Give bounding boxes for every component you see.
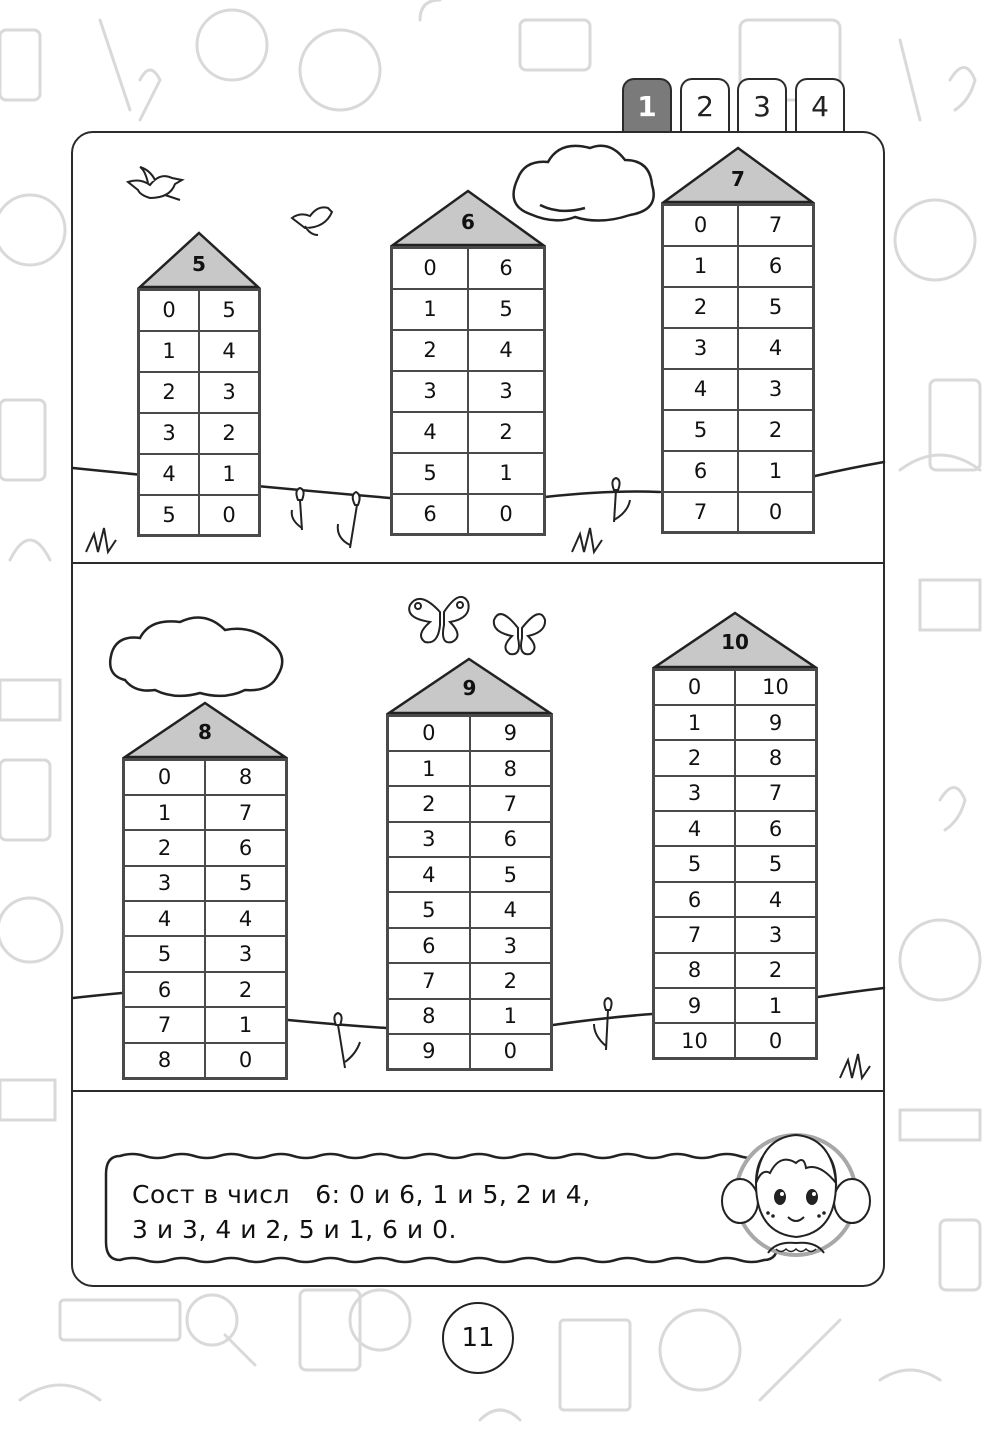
left-part-cell: 4 xyxy=(388,857,470,892)
right-part-cell: 2 xyxy=(735,953,817,988)
table-row xyxy=(388,822,552,857)
house-number: 5 xyxy=(192,252,206,276)
table-row xyxy=(392,412,545,453)
table-row xyxy=(388,786,552,821)
right-part-cell: 0 xyxy=(468,494,545,535)
house-number: 7 xyxy=(731,167,745,191)
table-row xyxy=(663,205,814,246)
left-part-cell: 2 xyxy=(663,287,739,328)
table-row xyxy=(663,492,814,533)
table-row xyxy=(654,917,817,952)
butterfly-icon xyxy=(409,597,468,643)
composition-table xyxy=(661,203,815,534)
left-part-cell: 9 xyxy=(388,1034,470,1069)
left-part-cell: 1 xyxy=(654,705,736,740)
tab-1[interactable]: 1 xyxy=(622,78,672,132)
right-part-cell: 7 xyxy=(205,795,287,830)
left-part-cell: 3 xyxy=(654,776,736,811)
right-part-cell: 0 xyxy=(738,492,814,533)
table-row xyxy=(388,928,552,963)
house-roof xyxy=(386,656,553,714)
table-row xyxy=(654,882,817,917)
right-part-cell: 6 xyxy=(738,246,814,287)
right-part-cell: 1 xyxy=(738,451,814,492)
left-part-cell: 7 xyxy=(388,963,470,998)
left-part-cell: 0 xyxy=(654,670,736,705)
table-row xyxy=(654,740,817,775)
left-part-cell: 1 xyxy=(392,289,469,330)
girl-avatar-icon xyxy=(720,1113,872,1273)
table-row xyxy=(388,751,552,786)
number-house-10 xyxy=(652,610,818,1060)
tab-3[interactable]: 3 xyxy=(737,78,787,132)
table-row xyxy=(654,988,817,1023)
right-part-cell: 2 xyxy=(470,963,552,998)
table-row xyxy=(124,972,287,1007)
house-number: 8 xyxy=(198,720,212,744)
note-line-2: 3 и 3, 4 и 2, 5 и 1, 6 и 0. xyxy=(132,1215,457,1244)
number-house-7 xyxy=(661,145,815,534)
left-part-cell: 10 xyxy=(654,1023,736,1058)
composition-table xyxy=(386,714,553,1071)
left-part-cell: 1 xyxy=(139,331,200,372)
right-part-cell: 1 xyxy=(205,1007,287,1042)
left-part-cell: 5 xyxy=(392,453,469,494)
table-row xyxy=(663,246,814,287)
table-row xyxy=(139,413,260,454)
table-row xyxy=(663,287,814,328)
composition-table xyxy=(122,758,288,1080)
bird-icon xyxy=(128,167,182,200)
left-part-cell: 3 xyxy=(139,413,200,454)
right-part-cell: 8 xyxy=(470,751,552,786)
tab-4[interactable]: 4 xyxy=(795,78,845,132)
left-part-cell: 1 xyxy=(663,246,739,287)
left-part-cell: 2 xyxy=(392,330,469,371)
left-part-cell: 4 xyxy=(139,454,200,495)
right-part-cell: 4 xyxy=(468,330,545,371)
left-part-cell: 8 xyxy=(124,1043,206,1078)
right-part-cell: 5 xyxy=(199,290,260,331)
left-part-cell: 6 xyxy=(654,882,736,917)
left-part-cell: 6 xyxy=(663,451,739,492)
left-part-cell: 7 xyxy=(124,1007,206,1042)
right-part-cell: 3 xyxy=(470,928,552,963)
page-number: 11 xyxy=(442,1302,514,1374)
left-part-cell: 7 xyxy=(654,917,736,952)
table-row xyxy=(388,999,552,1034)
table-row xyxy=(388,716,552,751)
left-part-cell: 4 xyxy=(654,811,736,846)
cloud-icon xyxy=(110,618,282,696)
left-part-cell: 0 xyxy=(392,248,469,289)
left-part-cell: 3 xyxy=(392,371,469,412)
right-part-cell: 4 xyxy=(735,882,817,917)
right-part-cell: 1 xyxy=(468,453,545,494)
right-part-cell: 3 xyxy=(468,371,545,412)
left-part-cell: 4 xyxy=(124,901,206,936)
right-part-cell: 2 xyxy=(205,972,287,1007)
table-row xyxy=(388,857,552,892)
table-row xyxy=(124,830,287,865)
left-part-cell: 3 xyxy=(663,328,739,369)
number-house-8 xyxy=(122,700,288,1080)
right-part-cell: 8 xyxy=(205,760,287,795)
right-part-cell: 5 xyxy=(470,857,552,892)
section-divider xyxy=(71,562,885,564)
left-part-cell: 5 xyxy=(124,936,206,971)
table-row xyxy=(392,494,545,535)
left-part-cell: 4 xyxy=(663,369,739,410)
right-part-cell: 9 xyxy=(735,705,817,740)
table-row xyxy=(124,1007,287,1042)
table-row xyxy=(139,331,260,372)
right-part-cell: 1 xyxy=(470,999,552,1034)
table-row xyxy=(139,454,260,495)
left-part-cell: 4 xyxy=(392,412,469,453)
table-row xyxy=(388,963,552,998)
table-row xyxy=(654,811,817,846)
right-part-cell: 4 xyxy=(738,328,814,369)
right-part-cell: 1 xyxy=(735,988,817,1023)
left-part-cell: 0 xyxy=(124,760,206,795)
left-part-cell: 7 xyxy=(663,492,739,533)
number-house-6 xyxy=(390,188,546,536)
house-roof xyxy=(137,230,261,288)
table-row xyxy=(663,328,814,369)
left-part-cell: 3 xyxy=(124,866,206,901)
right-part-cell: 7 xyxy=(735,776,817,811)
house-roof xyxy=(390,188,546,246)
left-part-cell: 8 xyxy=(388,999,470,1034)
right-part-cell: 6 xyxy=(468,248,545,289)
left-part-cell: 0 xyxy=(388,716,470,751)
left-part-cell: 5 xyxy=(663,410,739,451)
tab-2[interactable]: 2 xyxy=(680,78,730,132)
left-part-cell: 2 xyxy=(388,786,470,821)
house-number: 6 xyxy=(461,210,475,234)
table-row xyxy=(392,371,545,412)
house-roof xyxy=(661,145,815,203)
right-part-cell: 6 xyxy=(735,811,817,846)
bird-icon xyxy=(292,207,332,235)
right-part-cell: 4 xyxy=(199,331,260,372)
right-part-cell: 5 xyxy=(468,289,545,330)
table-row xyxy=(654,846,817,881)
right-part-cell: 3 xyxy=(738,369,814,410)
table-row xyxy=(663,410,814,451)
table-row xyxy=(654,670,817,705)
left-part-cell: 0 xyxy=(139,290,200,331)
right-part-cell: 10 xyxy=(735,670,817,705)
right-part-cell: 5 xyxy=(205,866,287,901)
right-part-cell: 7 xyxy=(470,786,552,821)
table-row xyxy=(654,776,817,811)
left-part-cell: 2 xyxy=(124,830,206,865)
composition-table xyxy=(137,288,261,537)
right-part-cell: 3 xyxy=(205,936,287,971)
table-row xyxy=(124,795,287,830)
left-part-cell: 6 xyxy=(124,972,206,1007)
left-part-cell: 5 xyxy=(388,892,470,927)
house-number: 10 xyxy=(721,630,749,654)
left-part-cell: 2 xyxy=(139,372,200,413)
note-line-1: Сост в числ 6: 0 и 6, 1 и 5, 2 и 4, xyxy=(132,1180,591,1209)
number-house-5 xyxy=(137,230,261,537)
right-part-cell: 8 xyxy=(735,740,817,775)
table-row xyxy=(654,953,817,988)
table-row xyxy=(124,760,287,795)
left-part-cell: 0 xyxy=(663,205,739,246)
house-roof xyxy=(652,610,818,668)
table-row xyxy=(124,936,287,971)
right-part-cell: 7 xyxy=(738,205,814,246)
house-number: 9 xyxy=(462,676,477,700)
right-part-cell: 2 xyxy=(468,412,545,453)
right-part-cell: 0 xyxy=(205,1043,287,1078)
left-part-cell: 6 xyxy=(388,928,470,963)
table-row xyxy=(392,289,545,330)
table-row xyxy=(139,372,260,413)
left-part-cell: 9 xyxy=(654,988,736,1023)
table-row xyxy=(654,705,817,740)
right-part-cell: 6 xyxy=(470,822,552,857)
section-divider xyxy=(71,1090,885,1092)
right-part-cell: 0 xyxy=(199,495,260,536)
right-part-cell: 9 xyxy=(470,716,552,751)
right-part-cell: 2 xyxy=(199,413,260,454)
left-part-cell: 5 xyxy=(654,846,736,881)
composition-table xyxy=(390,246,546,536)
right-part-cell: 1 xyxy=(199,454,260,495)
left-part-cell: 8 xyxy=(654,953,736,988)
left-part-cell: 1 xyxy=(124,795,206,830)
table-row xyxy=(124,1043,287,1078)
table-row xyxy=(663,451,814,492)
right-part-cell: 2 xyxy=(738,410,814,451)
house-roof xyxy=(122,700,288,758)
right-part-cell: 5 xyxy=(735,846,817,881)
butterfly-icon xyxy=(494,614,545,654)
left-part-cell: 1 xyxy=(388,751,470,786)
right-part-cell: 4 xyxy=(470,892,552,927)
table-row xyxy=(124,901,287,936)
left-part-cell: 2 xyxy=(654,740,736,775)
right-part-cell: 6 xyxy=(205,830,287,865)
table-row xyxy=(392,248,545,289)
right-part-cell: 3 xyxy=(735,917,817,952)
composition-table xyxy=(652,668,818,1060)
left-part-cell: 6 xyxy=(392,494,469,535)
table-row xyxy=(139,290,260,331)
right-part-cell: 0 xyxy=(470,1034,552,1069)
number-house-9 xyxy=(386,656,553,1071)
left-part-cell: 5 xyxy=(139,495,200,536)
table-row xyxy=(392,330,545,371)
right-part-cell: 5 xyxy=(738,287,814,328)
right-part-cell: 0 xyxy=(735,1023,817,1058)
left-part-cell: 3 xyxy=(388,822,470,857)
table-row xyxy=(388,892,552,927)
table-row xyxy=(392,453,545,494)
table-row xyxy=(124,866,287,901)
table-row xyxy=(663,369,814,410)
table-row xyxy=(388,1034,552,1069)
right-part-cell: 3 xyxy=(199,372,260,413)
table-row xyxy=(654,1023,817,1058)
right-part-cell: 4 xyxy=(205,901,287,936)
table-row xyxy=(139,495,260,536)
